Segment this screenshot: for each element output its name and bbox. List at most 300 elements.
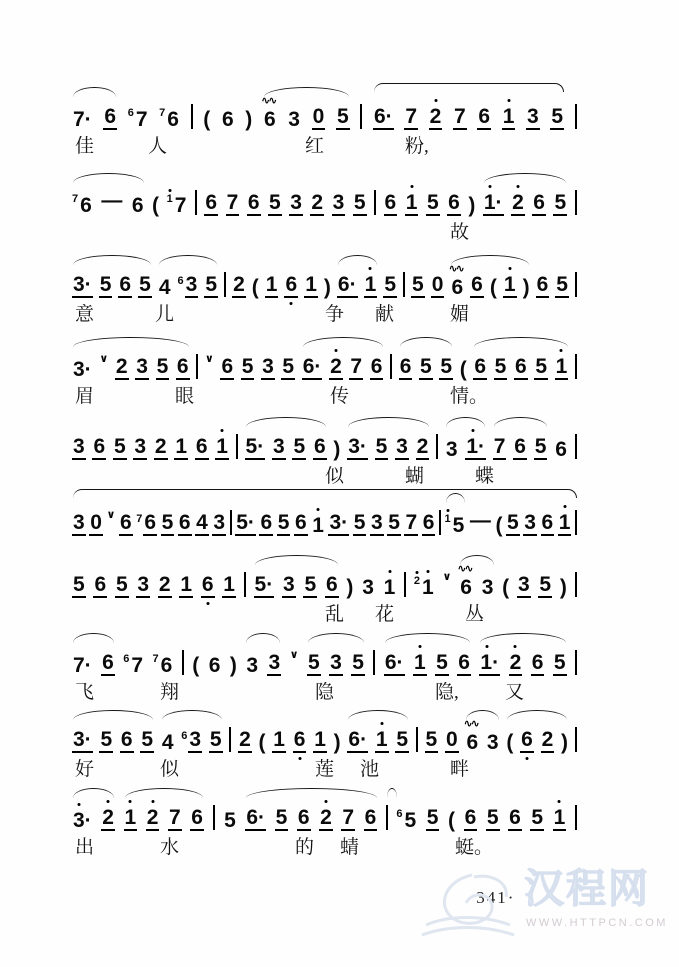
note-digit: 6· [384, 651, 404, 674]
barline [416, 727, 418, 752]
note-digit: 3 [273, 435, 285, 458]
parenthesis [448, 810, 455, 831]
octave-dot-high [107, 800, 110, 803]
lyric: 媚 [450, 304, 470, 325]
parenthesis: ( [258, 731, 266, 754]
note [396, 809, 417, 831]
lyric: 丛 [465, 604, 485, 625]
note-digit: 6 [247, 191, 260, 214]
note-digit: 5 [436, 651, 448, 674]
note [120, 729, 134, 753]
note-digit: 5 [275, 806, 288, 829]
barline [213, 805, 215, 830]
note [311, 515, 325, 536]
note [332, 192, 346, 216]
slur [494, 417, 547, 427]
note [536, 274, 550, 298]
note [153, 654, 174, 676]
note [72, 194, 93, 216]
octave-dot-high [78, 803, 81, 806]
octave-dot-high [560, 349, 563, 352]
note-digit: 2 [429, 106, 443, 130]
barline [224, 272, 226, 298]
note-digit: 3 [481, 576, 494, 599]
note [439, 356, 453, 380]
barline [436, 434, 438, 460]
parenthesis [502, 577, 509, 598]
note-digit: 5 [115, 573, 128, 596]
note-digit: 1 [555, 356, 569, 380]
note-digit: 6 [195, 435, 208, 458]
note-digit: 0 [445, 728, 458, 751]
note [508, 807, 522, 831]
note-digit: 6 [205, 191, 218, 214]
lyric: 蝴 [405, 466, 425, 487]
note-digit: 5· [245, 435, 265, 458]
note [140, 729, 154, 753]
note [370, 356, 384, 380]
parenthesis: ) [522, 276, 530, 299]
note-digit: 6 [478, 105, 491, 128]
lyric: 人 [148, 136, 168, 157]
note-digit: 4 [196, 511, 208, 534]
note-digit: 6 [191, 806, 203, 829]
note [254, 574, 275, 598]
note [277, 512, 291, 536]
note [226, 192, 240, 216]
note-digit: 1 [175, 435, 188, 458]
note [329, 356, 343, 380]
grace-note: 7 [72, 193, 79, 205]
note [195, 436, 209, 460]
barline [575, 510, 577, 536]
note [486, 807, 500, 831]
note [411, 274, 425, 298]
note-digit: 6 [260, 511, 273, 534]
parenthesis: ( [192, 654, 200, 677]
note-digit: 5 [161, 511, 174, 534]
lyric: 佳 [75, 136, 95, 157]
note-digit: 2 [154, 435, 167, 458]
note-digit: 1 [421, 577, 435, 598]
note [136, 512, 157, 536]
note-digit: 5 [304, 573, 317, 596]
note-digit: 6 [384, 191, 397, 214]
slur [255, 555, 338, 565]
barline [229, 727, 231, 752]
note [464, 807, 478, 831]
note-digit: 1 [503, 274, 517, 298]
barline [244, 572, 246, 598]
note-digit: 6 [555, 438, 567, 461]
note [154, 436, 168, 460]
note [72, 512, 86, 536]
note-digit: 5 [113, 435, 126, 458]
slur [264, 87, 349, 97]
note [136, 574, 150, 598]
slur [466, 710, 499, 720]
note [534, 436, 548, 460]
note-digit: 7 [342, 806, 354, 829]
note-digit: 5 [440, 355, 453, 378]
slur [73, 87, 116, 97]
note [124, 807, 138, 831]
note-digit: 2 [158, 573, 171, 596]
note-digit: 6 [514, 435, 526, 458]
octave-dot-high [489, 185, 492, 188]
parenthesis [152, 195, 159, 216]
parenthesis [495, 515, 502, 536]
barline [195, 190, 197, 216]
note [178, 512, 192, 536]
breath-mark [290, 649, 299, 676]
notation-line [72, 717, 577, 754]
octave-dot-low [290, 302, 293, 305]
slur [484, 173, 566, 183]
parenthesis [230, 655, 237, 676]
note [289, 192, 303, 216]
note [509, 652, 523, 676]
lyric: 蝶 [475, 466, 495, 487]
note [208, 655, 222, 676]
parenthesis: ) [323, 276, 331, 299]
note [445, 729, 459, 753]
lyric: 池 [360, 759, 380, 780]
note [532, 192, 546, 216]
grace-note: 2 [414, 576, 420, 587]
barline [360, 104, 362, 130]
barline [386, 805, 388, 831]
note-digit: 7 [493, 435, 506, 458]
octave-dot-high [426, 570, 429, 573]
note-digit: 7 [350, 355, 363, 378]
slur [125, 788, 203, 798]
note-digit: 6 [201, 574, 215, 598]
barline [230, 510, 232, 535]
note-digit: 3 [517, 573, 530, 596]
note-digit: 5· [236, 511, 255, 534]
note [435, 652, 449, 676]
octave-dot-high [410, 185, 413, 188]
note [313, 729, 327, 753]
note-digit: 3 [486, 731, 499, 754]
note [156, 356, 170, 380]
slur [246, 417, 326, 427]
octave-dot-high [221, 429, 224, 432]
note [558, 512, 572, 536]
note-digit: 1 [273, 728, 285, 751]
note [232, 274, 246, 298]
note-digit: 6 [284, 274, 298, 298]
lyric: 儿 [155, 304, 175, 325]
lyric: 飞 [75, 682, 95, 703]
notation-line [72, 506, 577, 536]
lyric: 似 [325, 466, 345, 487]
note-digit: 6 [313, 435, 326, 458]
lyric: 眉 [75, 386, 95, 407]
note-digit: 3· [348, 435, 367, 458]
grace-note: 7 [152, 653, 159, 665]
note [353, 192, 367, 216]
grace-note: 6 [181, 730, 188, 742]
lyric: 故 [450, 222, 470, 243]
note [481, 577, 495, 598]
note [445, 514, 466, 536]
octave-dot-high [334, 349, 337, 352]
note-digit: 1 [223, 573, 235, 596]
note [477, 106, 491, 130]
note [115, 574, 129, 598]
note [553, 807, 567, 831]
notation-line [72, 562, 577, 599]
note-digit: 3 [246, 654, 258, 677]
note-digit: 6 [80, 194, 92, 217]
note-digit: 2 [319, 807, 333, 831]
watermark-logo-icon [414, 863, 534, 953]
note-digit: 5 [426, 806, 439, 829]
notation-line [72, 350, 577, 380]
breath-mark [107, 509, 116, 536]
note-digit: 3 [396, 435, 408, 458]
note-digit: 5 [452, 514, 465, 537]
parenthesis [203, 109, 210, 130]
note-digit: 6 [144, 511, 157, 534]
note [118, 274, 132, 298]
breath-mark [443, 571, 452, 598]
notation-line [72, 646, 577, 676]
note [99, 274, 113, 298]
octave-dot-high [563, 505, 566, 508]
barline [575, 727, 577, 752]
parenthesis: ( [502, 576, 510, 599]
barline [196, 354, 198, 380]
note-digit: 5 [293, 435, 306, 458]
note-digit: 6 [460, 576, 472, 599]
parenthesis [560, 577, 567, 598]
note [131, 195, 145, 216]
note [123, 654, 144, 676]
note-digit: 5 [353, 191, 366, 214]
barline [386, 805, 388, 830]
note-digit: 6 [520, 729, 534, 753]
parenthesis: ) [245, 108, 253, 131]
parenthesis: ) [468, 194, 476, 217]
note-digit: 6 [464, 806, 477, 829]
note [553, 192, 567, 216]
note [304, 274, 318, 298]
parenthesis: ) [229, 654, 237, 677]
note [513, 436, 527, 460]
lyric: 水 [160, 837, 180, 858]
note-digit: 6 [178, 511, 191, 534]
octave-dot-high [129, 800, 132, 803]
note-digit: 6 [221, 355, 234, 378]
note-digit: 5 [534, 435, 547, 458]
note-digit: 3· [329, 511, 349, 534]
note-digit: 2 [511, 192, 525, 216]
barline [575, 805, 577, 831]
note-digit: 2 [416, 435, 429, 458]
barline [439, 510, 441, 535]
note [426, 192, 440, 216]
note-digit: 5 [282, 355, 295, 378]
note [526, 106, 540, 130]
slur [246, 788, 377, 798]
parenthesis [245, 109, 252, 130]
note-digit: 5 [100, 728, 113, 751]
note-digit: 3 [332, 191, 345, 214]
duration-dash: — [469, 509, 491, 532]
note [93, 574, 107, 598]
note [204, 274, 218, 298]
barline [404, 572, 406, 597]
barline [236, 434, 238, 460]
barline [404, 572, 406, 598]
note [347, 729, 368, 753]
note-digit: 4 [161, 731, 174, 754]
note-digit: 5 [412, 273, 424, 296]
note-digit: 5 [486, 806, 499, 829]
note-digit: 1 [265, 273, 278, 296]
note-digit: 6 [263, 108, 276, 131]
note-digit: 5 [531, 806, 543, 829]
slur [159, 255, 217, 265]
parenthesis: ) [559, 576, 567, 599]
note-digit: 6 [466, 731, 479, 754]
note [72, 574, 86, 598]
note-digit: 5 [556, 273, 568, 296]
note-digit: 3· [73, 358, 92, 381]
note [503, 274, 517, 298]
barline [244, 572, 246, 597]
slur [374, 83, 564, 92]
note-digit: 6 [533, 191, 545, 214]
lyric: 花 [375, 604, 395, 625]
barline [575, 272, 577, 297]
grace-note: 1 [445, 514, 451, 525]
barline [575, 104, 577, 130]
note-digit: 3 [370, 511, 383, 534]
parenthesis: ( [489, 276, 497, 299]
note [178, 274, 199, 298]
note-digit: 1 [558, 512, 572, 536]
note [538, 574, 552, 598]
note [404, 512, 418, 536]
note [99, 729, 113, 753]
note [201, 574, 215, 598]
barline [416, 727, 418, 753]
note [337, 274, 358, 298]
notation-line [72, 262, 577, 299]
barline [360, 104, 362, 129]
note-digit: 1 [311, 515, 325, 536]
note [209, 729, 223, 753]
note [261, 356, 275, 380]
note-digit: 6 [474, 355, 487, 378]
parenthesis: ) [333, 438, 341, 461]
parenthesis: ( [251, 276, 259, 299]
octave-dot-high [168, 189, 171, 192]
note [293, 729, 307, 753]
note-digit: 6 [176, 355, 189, 378]
note [502, 106, 516, 130]
note-digit: 3 [185, 273, 198, 296]
note [347, 436, 368, 460]
note [541, 729, 555, 753]
barline [195, 190, 197, 215]
note [383, 577, 397, 598]
note-digit: 7 [226, 191, 239, 214]
note [431, 274, 445, 298]
note-digit: 7 [174, 194, 187, 217]
note-digit: 2 [233, 273, 245, 296]
barline [390, 354, 392, 379]
octave-dot-high [434, 99, 437, 102]
slur [308, 633, 364, 643]
note [245, 655, 259, 676]
note-digit: 1 [383, 577, 397, 598]
note-digit: 6 [370, 355, 383, 378]
note-digit: 1 [215, 436, 229, 460]
mordent-icon: ∿∿ [457, 562, 472, 575]
note [284, 274, 298, 298]
note [176, 356, 190, 380]
note [159, 108, 180, 130]
note [101, 652, 115, 676]
note-digit: 6 [448, 191, 460, 214]
note-digit: 5 [535, 355, 547, 378]
note [167, 194, 188, 216]
duration-dash [469, 510, 492, 536]
parenthesis [460, 359, 467, 380]
note-digit: 5 [73, 573, 85, 596]
note [221, 109, 235, 130]
note-digit: 6 [541, 511, 554, 534]
note-digit: 3 [283, 573, 295, 596]
note-digit: 3 [73, 435, 85, 458]
duration-dash [100, 190, 123, 216]
octave-dot-high [514, 645, 517, 648]
slur [400, 337, 452, 347]
note [530, 807, 544, 831]
mordent-icon: ∿∿ [260, 94, 276, 107]
note-digit: 5 [307, 651, 320, 674]
breath-mark [99, 353, 108, 380]
barline [575, 650, 577, 675]
note-digit: 6 [536, 273, 549, 296]
note [72, 810, 93, 831]
note-digit: 3 [136, 355, 148, 378]
note [414, 576, 435, 598]
lyric: 争 [325, 304, 345, 325]
note-digit: 5 [139, 273, 151, 296]
note-digit: 7 [131, 654, 144, 677]
note-digit: 1· [479, 652, 500, 676]
note [351, 652, 365, 676]
note-digit: 1 [413, 652, 427, 676]
note [174, 436, 188, 460]
grace-note: 6 [177, 275, 184, 287]
note [465, 436, 486, 460]
note-digit: 1 [502, 106, 516, 130]
barline [575, 805, 577, 830]
barline [196, 354, 198, 379]
note [413, 652, 427, 676]
note-digit: 6 [167, 108, 179, 131]
parenthesis: ( [152, 194, 160, 217]
barline [575, 272, 577, 298]
octave-dot-high [446, 509, 449, 512]
